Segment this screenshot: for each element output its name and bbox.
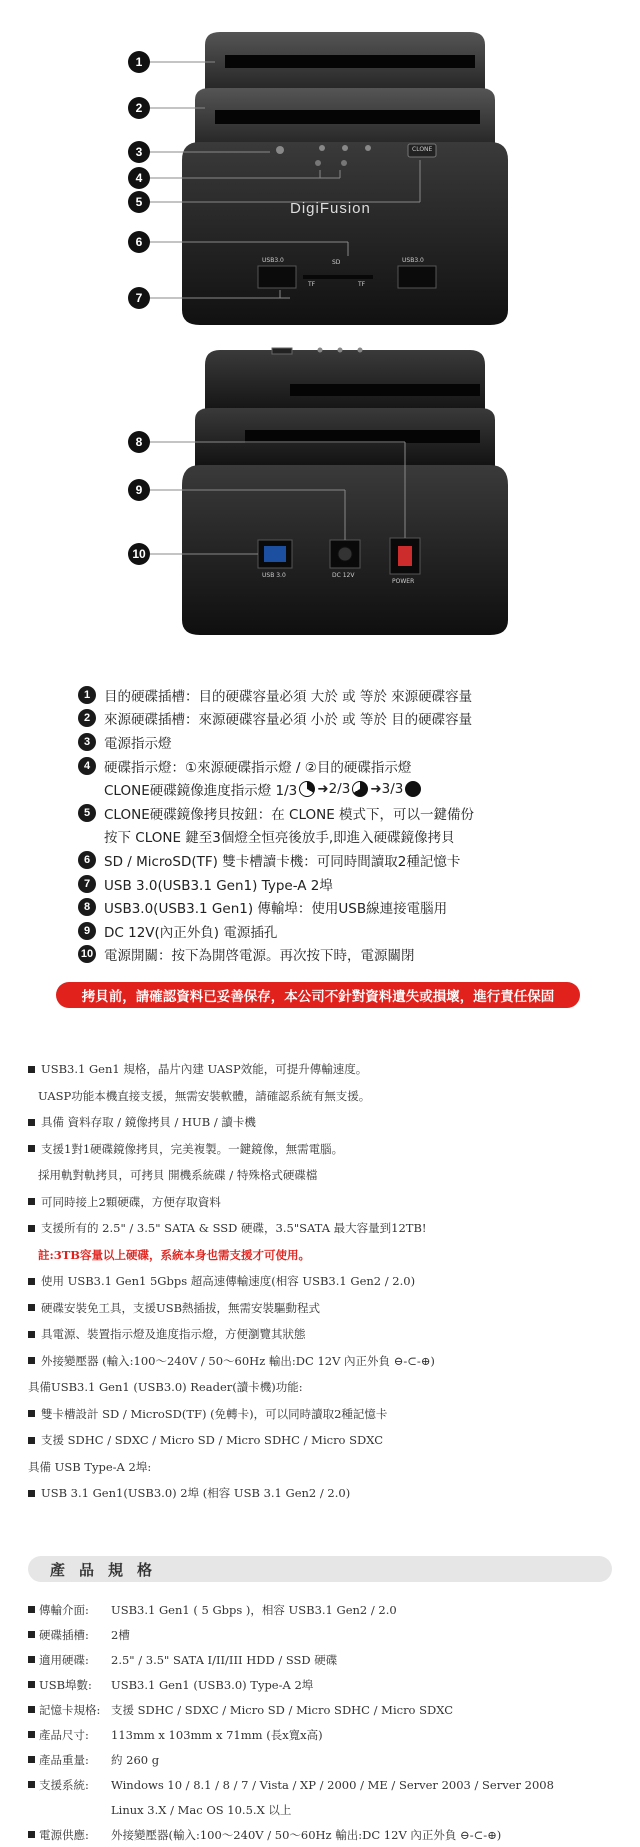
callout-7: 7 bbox=[128, 287, 150, 309]
feature-text: 目的硬碟插槽：目的硬碟容量必須 大於 或 等於 來源硬碟容量 bbox=[104, 688, 473, 705]
bullet-icon bbox=[28, 1278, 35, 1285]
callout-10: 10 bbox=[128, 543, 150, 565]
spec-section-title: 產品規格 bbox=[28, 1556, 612, 1582]
spec-label: 產品尺寸: bbox=[39, 1727, 89, 1742]
rear-power-label: POWER bbox=[392, 578, 415, 585]
bullet-icon bbox=[28, 1357, 35, 1364]
feature-item bbox=[78, 777, 598, 801]
rear-dc-label: DC 12V bbox=[332, 572, 355, 579]
description-item bbox=[28, 1189, 618, 1216]
progress-full-label: 3/3 bbox=[381, 781, 404, 798]
feature-number: 3 bbox=[78, 733, 96, 751]
spec-value: 約 260 g bbox=[111, 1752, 160, 1767]
usb-left-label: USB3.0 bbox=[262, 257, 284, 264]
spec-row bbox=[28, 1597, 618, 1622]
description-text: 雙卡槽設計 SD / MicroSD(TF) (免轉卡)，可以同時讀取2種記憶卡 bbox=[41, 1406, 388, 1421]
bullet-icon bbox=[28, 1631, 35, 1638]
description-text: 採用軌對軌拷貝，可拷貝 開機系統碟 / 特殊格式硬碟檔 bbox=[38, 1168, 318, 1183]
description-item bbox=[28, 1215, 618, 1242]
callout-8: 8 bbox=[128, 431, 150, 453]
description-text: 具備USB3.1 Gen1 (USB3.0) Reader(讀卡機)功能: bbox=[28, 1380, 303, 1395]
description-item bbox=[28, 1136, 618, 1163]
spec-row bbox=[28, 1697, 618, 1722]
spec-label: 支援系統: bbox=[39, 1777, 89, 1792]
description-text: 支援 SDHC / SDXC / Micro SD / Micro SDHC / Micro SDXC bbox=[41, 1433, 384, 1448]
feature-text: 電源指示燈 bbox=[104, 735, 172, 752]
description-item bbox=[28, 1427, 618, 1454]
feature-text: DC 12V(內正外負) 電源插孔 bbox=[104, 924, 278, 941]
description-item bbox=[28, 1162, 618, 1189]
tf-slot-label-right: TF bbox=[358, 281, 366, 288]
description-text: 支援1對1硬碟鏡像拷貝，完美複製。一鍵鏡像，無需電腦。 bbox=[41, 1141, 344, 1156]
description-text: 支援所有的 2.5" / 3.5" SATA & SSD 硬碟，3.5"SATA 最大容量到12TB! bbox=[41, 1221, 427, 1236]
feature-item bbox=[78, 825, 598, 849]
feature-item bbox=[78, 895, 598, 919]
bullet-icon bbox=[28, 1606, 35, 1613]
description-text: 具備 USB Type-A 2埠: bbox=[28, 1459, 152, 1474]
front-dock-illustration bbox=[0, 0, 640, 330]
sd-slot-label: SD bbox=[332, 259, 341, 266]
description-text: 外接變壓器 (輸入:100～240V / 50～60Hz 輸出:DC 12V 內正外負 ⊖-⊂-⊕) bbox=[41, 1353, 435, 1368]
bullet-icon bbox=[28, 1066, 35, 1073]
warning-banner: 拷貝前，請確認資料已妥善保存，本公司不針對資料遺失或損壞，進行責任保固 bbox=[56, 982, 580, 1008]
callout-2: 2 bbox=[128, 97, 150, 119]
arrow-right-icon: ➜ bbox=[317, 781, 329, 798]
spec-value: Linux 3.X / Mac OS 10.5.X 以上 bbox=[111, 1802, 292, 1817]
progress-one-third-icon bbox=[299, 781, 315, 797]
tf-slot-label-left: TF bbox=[308, 281, 316, 288]
bullet-icon bbox=[28, 1831, 35, 1838]
spec-row bbox=[28, 1797, 618, 1822]
feature-item bbox=[78, 919, 598, 943]
bullet-icon bbox=[28, 1437, 35, 1444]
bullet-icon bbox=[28, 1331, 35, 1338]
feature-text: 按下 CLONE 鍵至3個燈全恒亮後放手,即進入硬碟鏡像拷貝 bbox=[104, 830, 455, 847]
spec-row bbox=[28, 1672, 618, 1697]
clone-button-label: CLONE bbox=[412, 146, 433, 153]
description-item bbox=[28, 1348, 618, 1375]
feature-number: 4 bbox=[78, 757, 96, 775]
callout-4: 4 bbox=[128, 167, 150, 189]
callout-6: 6 bbox=[128, 231, 150, 253]
bullet-icon bbox=[28, 1490, 35, 1497]
description-text: UASP功能本機直接支援，無需安裝軟體，請確認系統有無支援。 bbox=[38, 1088, 371, 1103]
rear-usb-label: USB 3.0 bbox=[262, 572, 286, 579]
feature-text: USB 3.0(USB3.1 Gen1) Type-A 2埠 bbox=[104, 877, 333, 894]
feature-text: 來源硬碟插槽：來源硬碟容量必須 小於 或 等於 目的硬碟容量 bbox=[104, 712, 473, 729]
spec-row bbox=[28, 1647, 618, 1672]
callout-1: 1 bbox=[128, 51, 150, 73]
arrow-right-icon: ➜ bbox=[370, 781, 382, 798]
bullet-icon bbox=[28, 1410, 35, 1417]
description-text: USB 3.1 Gen1(USB3.0) 2埠 (相容 USB 3.1 Gen2 / 2.0) bbox=[41, 1486, 351, 1501]
bullet-icon bbox=[28, 1198, 35, 1205]
feature-item bbox=[78, 872, 598, 896]
spec-value: 2槽 bbox=[111, 1627, 130, 1642]
bullet-icon bbox=[28, 1145, 35, 1152]
spec-value: 外接變壓器(輸入:100～240V / 50～60Hz 輸出:DC 12V 內正外負 ⊖-⊂-⊕) bbox=[111, 1827, 502, 1842]
description-text: 具電源、裝置指示燈及進度指示燈，方便瀏覽其狀態 bbox=[41, 1327, 306, 1342]
description-item bbox=[28, 1374, 618, 1401]
spec-value: 113mm x 103mm x 71mm (長x寬x高) bbox=[111, 1727, 323, 1742]
rear-product-image bbox=[0, 340, 640, 660]
feature-text: 電源開關：按下為開啓電源。再次按下時，電源關閉 bbox=[104, 948, 415, 965]
spec-row bbox=[28, 1772, 618, 1797]
description-item bbox=[28, 1056, 618, 1083]
description-item bbox=[28, 1268, 618, 1295]
spec-label: 適用硬碟: bbox=[39, 1652, 89, 1667]
description-text: 具備 資料存取 / 鏡像拷貝 / HUB / 讀卡機 bbox=[41, 1115, 256, 1130]
feature-item bbox=[78, 730, 598, 754]
callout-3: 3 bbox=[128, 141, 150, 163]
bullet-icon bbox=[28, 1706, 35, 1713]
bullet-icon bbox=[28, 1681, 35, 1688]
feature-number: 10 bbox=[78, 945, 96, 963]
description-item bbox=[28, 1454, 618, 1481]
spec-label: USB埠數: bbox=[39, 1677, 92, 1692]
feature-item bbox=[78, 707, 598, 731]
feature-text: 硬碟指示燈：①來源硬碟指示燈 / ②目的硬碟指示燈 bbox=[104, 759, 412, 776]
spec-row bbox=[28, 1747, 618, 1772]
feature-number: 2 bbox=[78, 709, 96, 727]
spec-label: 記憶卡規格: bbox=[39, 1702, 101, 1717]
feature-number: 6 bbox=[78, 851, 96, 869]
brand-logo: DigiFusion bbox=[290, 200, 371, 217]
description-list bbox=[28, 1056, 618, 1507]
feature-number: 5 bbox=[78, 804, 96, 822]
bullet-icon bbox=[28, 1119, 35, 1126]
description-text: USB3.1 Gen1 規格，晶片內建 UASP效能，可提升傳輸速度。 bbox=[41, 1062, 368, 1077]
bullet-icon bbox=[28, 1756, 35, 1763]
feature-number: 9 bbox=[78, 922, 96, 940]
rear-dock-illustration bbox=[0, 340, 640, 660]
feature-number: 7 bbox=[78, 875, 96, 893]
spec-label: 傳輸介面: bbox=[39, 1602, 89, 1617]
bullet-icon bbox=[28, 1225, 35, 1232]
spec-label: 硬碟插槽: bbox=[39, 1627, 89, 1642]
feature-item bbox=[78, 801, 598, 825]
description-text: 硬碟安裝免工具，支援USB熱插拔，無需安裝驅動程式 bbox=[41, 1300, 321, 1315]
description-item bbox=[28, 1109, 618, 1136]
description-item bbox=[28, 1083, 618, 1110]
spec-value: USB3.1 Gen1 (USB3.0) Type-A 2埠 bbox=[111, 1677, 314, 1692]
feature-text: SD / MicroSD(TF) 雙卡槽讀卡機：可同時間讀取2種記憶卡 bbox=[104, 853, 461, 870]
feature-text: CLONE硬碟鏡像拷貝按鈕：在 CLONE 模式下，可以一鍵備份 bbox=[104, 806, 475, 823]
bullet-icon bbox=[28, 1304, 35, 1311]
feature-number: 8 bbox=[78, 898, 96, 916]
spec-table bbox=[28, 1597, 618, 1847]
usb-right-label: USB3.0 bbox=[402, 257, 424, 264]
description-item bbox=[28, 1401, 618, 1428]
spec-row bbox=[28, 1622, 618, 1647]
bullet-icon bbox=[28, 1656, 35, 1663]
feature-item bbox=[78, 754, 598, 778]
spec-value: USB3.1 Gen1 ( 5 Gbps )，相容 USB3.1 Gen2 / 2.0 bbox=[111, 1602, 397, 1617]
feature-list bbox=[78, 683, 598, 966]
spec-row bbox=[28, 1822, 618, 1847]
bullet-icon bbox=[28, 1731, 35, 1738]
feature-text: CLONE硬碟鏡像進度指示燈 1/3 bbox=[104, 783, 298, 800]
description-text: 使用 USB3.1 Gen1 5Gbps 超高速傳輸速度(相容 USB3.1 Gen2 / 2.0) bbox=[41, 1274, 416, 1289]
feature-item bbox=[78, 943, 598, 967]
description-text: 註:3TB容量以上硬碟，系統本身也需支援才可使用。 bbox=[38, 1247, 311, 1262]
bullet-icon bbox=[28, 1781, 35, 1788]
feature-number: 1 bbox=[78, 686, 96, 704]
description-text: 可同時接上2顆硬碟，方便存取資料 bbox=[41, 1194, 221, 1209]
callout-9: 9 bbox=[128, 479, 150, 501]
description-item bbox=[28, 1321, 618, 1348]
progress-full-icon bbox=[405, 781, 421, 797]
spec-label: 電源供應: bbox=[39, 1827, 89, 1842]
progress-two-thirds-icon bbox=[352, 781, 368, 797]
feature-item bbox=[78, 683, 598, 707]
spec-value: 2.5" / 3.5" SATA I/II/III HDD / SSD 硬碟 bbox=[111, 1652, 338, 1667]
description-note bbox=[28, 1242, 618, 1269]
spec-value: Windows 10 / 8.1 / 8 / 7 / Vista / XP / 2000 / ME / Server 2003 / Server 2008 bbox=[111, 1777, 554, 1792]
front-product-image bbox=[0, 0, 640, 330]
feature-text: USB3.0(USB3.1 Gen1) 傳輸埠：使用USB線連接電腦用 bbox=[104, 901, 448, 918]
spec-label: 產品重量: bbox=[39, 1752, 89, 1767]
description-item bbox=[28, 1295, 618, 1322]
spec-value: 支援 SDHC / SDXC / Micro SD / Micro SDHC / Micro SDXC bbox=[111, 1702, 454, 1717]
callout-5: 5 bbox=[128, 191, 150, 213]
feature-item bbox=[78, 848, 598, 872]
progress-two-thirds-label: 2/3 bbox=[328, 781, 351, 798]
description-item bbox=[28, 1480, 618, 1507]
spec-row bbox=[28, 1722, 618, 1747]
